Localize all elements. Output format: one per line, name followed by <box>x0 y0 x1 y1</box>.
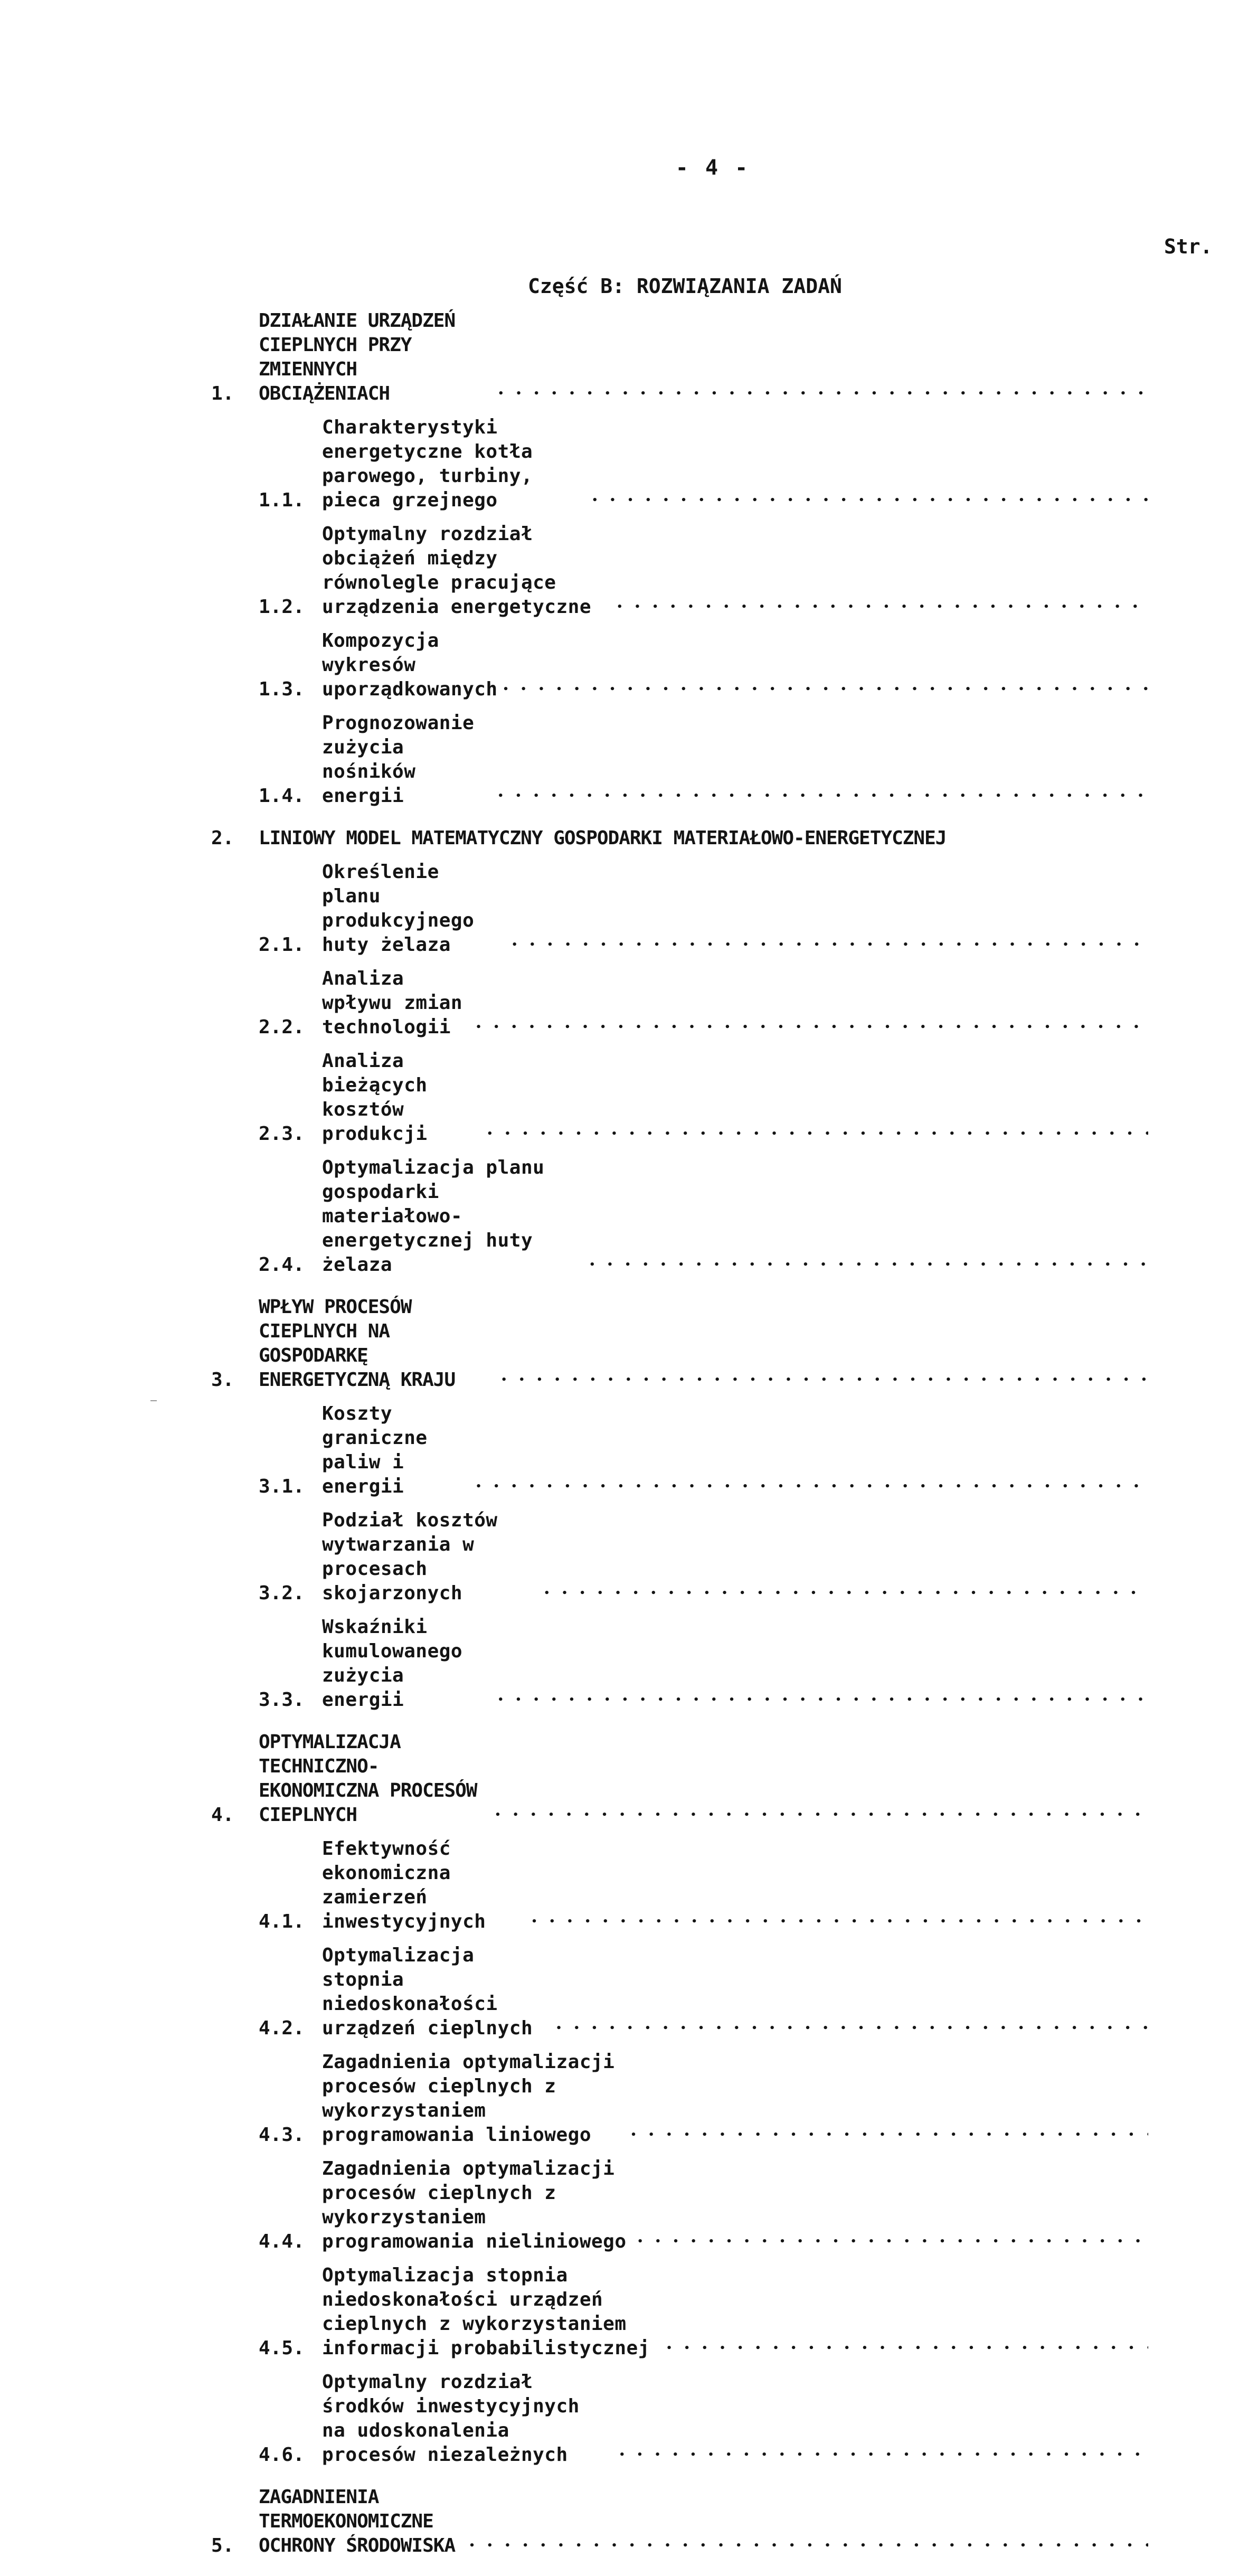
dot-leader <box>498 1685 1148 1712</box>
toc-entry <box>211 1943 1148 2041</box>
entry-title: OPTYMALIZACJA TECHNICZNO-EKONOMICZNA PROCESÓW CIEPLNYCH <box>259 1731 477 1826</box>
toc-section-5 <box>211 2485 1148 2558</box>
entry-title: Optymalny rozdział obciążeń między równolegle pracujące urządzenia energetyczne <box>322 523 591 618</box>
entry-number: 1.3. <box>259 678 305 700</box>
dot-leader <box>556 2013 1148 2041</box>
dot-leader <box>512 930 1148 957</box>
toc-entry <box>211 2157 1148 2254</box>
entry-title: Charakterystyki energetyczne kotła parowego, turbiny, pieca grzejnego <box>322 417 533 511</box>
dot-leader <box>532 1907 1148 1934</box>
entry-number: 2. <box>211 827 234 849</box>
toc-entry <box>211 2050 1148 2147</box>
entry-title: Efektywność ekonomiczna zamierzeń inwestycyjnych <box>322 1838 486 1932</box>
dot-leader <box>498 379 1148 406</box>
toc-entry <box>211 522 1148 619</box>
entry-number: 4.3. <box>259 2124 305 2146</box>
dot-leader <box>637 2226 1148 2254</box>
entry-title: Określenie planu produkcyjnego huty żelaza <box>322 861 475 956</box>
table-of-contents <box>211 309 1148 2576</box>
toc-entry <box>211 1508 1148 1606</box>
toc-entry <box>211 1402 1148 1499</box>
dot-leader <box>589 1250 1148 1277</box>
toc-entry <box>211 1156 1148 1277</box>
entry-number: 3.3. <box>259 1689 305 1711</box>
toc-section-1 <box>211 309 1148 808</box>
toc-entry <box>211 2485 1148 2558</box>
dot-leader <box>666 2333 1148 2361</box>
entry-title: Analiza bieżących kosztów produkcji <box>322 1050 428 1145</box>
entry-number: 4. <box>211 1804 234 1826</box>
dot-leader <box>476 1012 1148 1040</box>
entry-title: WPŁYW PROCESÓW CIEPLNYCH NA GOSPODARKĘ ENERGETYCZNĄ KRAJU <box>259 1296 456 1391</box>
entry-number: 3.1. <box>259 1476 305 1497</box>
dot-leader <box>544 1578 1148 1606</box>
entry-number: 1.2. <box>259 596 305 618</box>
entry-number: 4.6. <box>259 2444 305 2466</box>
entry-number: 4.2. <box>259 2017 305 2039</box>
entry-title: Optymalizacja stopnia niedoskonałości urządzeń cieplnych z wykorzystaniem informacji probabilistycznej <box>322 2264 650 2359</box>
toc-entry <box>211 860 1148 957</box>
entry-title: Optymalizacja stopnia niedoskonałości urządzeń cieplnych <box>322 1945 533 2039</box>
toc-entry <box>211 826 1148 851</box>
page-number: - 4 - <box>675 156 750 180</box>
dot-leader <box>503 674 1148 702</box>
toc-entry <box>211 711 1148 808</box>
scan-artifact <box>150 1400 157 1401</box>
entry-number: 1.4. <box>259 785 305 807</box>
entry-title: DZIAŁANIE URZĄDZEŃ CIEPLNYCH PRZY ZMIENNYCH OBCIĄŻENIACH <box>259 310 456 404</box>
toc-entry <box>211 1295 1148 1392</box>
dot-leader <box>631 2120 1148 2147</box>
entry-title: Wskaźniki kumulowanego zużycia energii <box>322 1616 463 1711</box>
entry-number: 2.1. <box>259 934 305 956</box>
toc-entry <box>211 1615 1148 1712</box>
page-column-label: Str. <box>1164 235 1213 258</box>
entry-number: 2.2. <box>259 1016 305 1038</box>
entry-number: 5. <box>211 2535 234 2556</box>
dot-leader <box>495 1800 1148 1827</box>
entry-number: 2.4. <box>259 1254 305 1276</box>
toc-section-3 <box>211 1295 1148 1712</box>
dot-leader <box>619 2440 1148 2467</box>
entry-title: LINIOWY MODEL MATEMATYCZNY GOSPODARKI MATERIAŁOWO-ENERGETYCZNEJ <box>259 827 947 849</box>
entry-number: 4.4. <box>259 2231 305 2252</box>
toc-entry <box>211 1049 1148 1146</box>
dot-leader <box>498 781 1148 808</box>
toc-entry <box>211 309 1148 406</box>
toc-entry <box>211 2263 1148 2361</box>
entry-number: 4.1. <box>259 1911 305 1932</box>
dot-leader <box>592 485 1148 513</box>
entry-title: Analiza wpływu zmian technologii <box>322 968 463 1038</box>
entry-title: Podział kosztów wytwarzania w procesach skojarzonych <box>322 1509 498 1604</box>
entry-number: 3.2. <box>259 1582 305 1604</box>
dot-leader <box>476 1471 1148 1499</box>
entry-title: Optymalny rozdział środków inwestycyjnych na udoskonalenia procesów niezależnych <box>322 2371 580 2466</box>
toc-entry <box>211 629 1148 702</box>
entry-title: ZAGADNIENIA TERMOEKONOMICZNE OCHRONY ŚRODOWISKA <box>259 2486 456 2556</box>
dot-leader <box>487 1119 1148 1146</box>
toc-section-4 <box>211 1730 1148 2467</box>
toc-section-2 <box>211 826 1148 1277</box>
entry-number: 1.1. <box>259 489 305 511</box>
dot-leader <box>617 592 1148 619</box>
toc-entry <box>211 967 1148 1040</box>
part-title: Część B: ROZWIĄZANIA ZADAŃ <box>528 275 842 298</box>
entry-number: 2.3. <box>259 1123 305 1145</box>
entry-title: Koszty graniczne paliw i energii <box>322 1403 428 1497</box>
toc-entry <box>211 2370 1148 2467</box>
toc-entry <box>211 416 1148 513</box>
toc-entry <box>211 1837 1148 1934</box>
entry-title: Optymalizacja planu gospodarki materiałowo-energetycznej huty żelaza <box>322 1157 545 1276</box>
entry-number: 3. <box>211 1369 234 1391</box>
entry-number: 4.5. <box>259 2337 305 2359</box>
dot-leader <box>469 2531 1148 2558</box>
entry-title: Zagadnienia optymalizacji procesów cieplnych z wykorzystaniem programowania nieliniowego <box>322 2158 627 2252</box>
entry-title: Zagadnienia optymalizacji procesów cieplnych z wykorzystaniem programowania liniowego <box>322 2051 615 2146</box>
dot-leader <box>501 1365 1148 1392</box>
entry-title: Prognozowanie zużycia nośników energii <box>322 712 475 807</box>
entry-number: 1. <box>211 383 234 404</box>
toc-entry <box>211 1730 1148 1827</box>
entry-title: Kompozycja wykresów uporządkowanych <box>322 630 498 700</box>
